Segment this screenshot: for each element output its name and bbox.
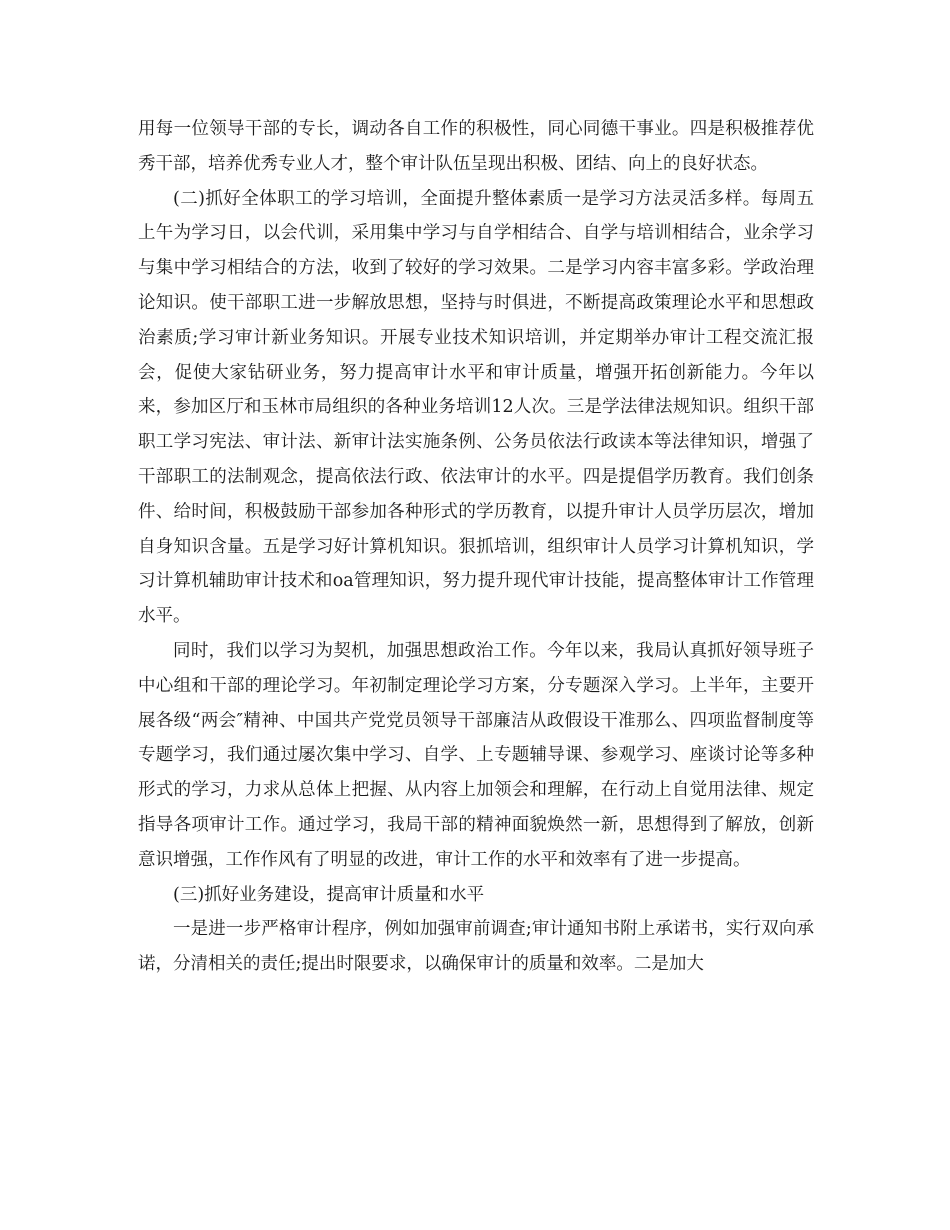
paragraph-political-work: 同时，我们以学习为契机，加强思想政治工作。今年以来，我局认真抓好领导班子中心组和干部的理论学习。年初制定理论学习方案，分专题深入学习。上半年，主要开展各级“两会″精神、中国共产党党员领导干部廉洁从政假设干准那么、四项监督制度等专题学习，我们通过屡次集中学习、自学、上专题辅导课、参观学习、座谈讨论等多种形式的学习，力求从总体上把握、从内容上加领会和理解，在行动上自觉用法律、规定指导各项审计工作。通过学习，我局干部的精神面貌焕然一新，思想得到了解放，创新意识增强，工作作风有了明显的改进，审计工作的水平和效率有了进一步提高。 xyxy=(138,640,814,870)
paragraph-audit-procedure: 一是进一步严格审计程序，例如加强审前调查;审计通知书附上承诺书，实行双向承诺，分清相关的责任;提出时限要求，以确保审计的质量和效率。二是加大 xyxy=(138,919,814,975)
paragraph-continuation: 用每一位领导干部的专长，调动各自工作的积极性，同心同德干事业。四是积极推荐优秀干部，培养优秀专业人才，整个审计队伍呈现出积极、团结、向上的良好状态。 xyxy=(138,119,814,174)
document-body xyxy=(138,112,814,982)
section-heading-business: (三)抓好业务建设，提高审计质量和水平 xyxy=(173,884,485,905)
paragraph-study-training: (二)抓好全体职工的学习培训，全面提升整体素质一是学习方法灵活多样。每周五上午为学习日，以会代训，采用集中学习与自学相结合、自学与培训相结合，业余学习与集中学习相结合的方法，收到了较好的学习效果。二是学习内容丰富多彩。学政治理论知识。使干部职工进一步解放思想，坚持与时俱进，不断提高政策理论水平和思想政治素质;学习审计新业务知识。开展专业技术知识培训，并定期举办审计工程交流汇报会，促使大家钻研业务，努力提高审计水平和审计质量，增强开拓创新能力。今年以来，参加区厅和玉林市局组织的各种业务培训12人次。三是学法律法规知识。组织干部职工学习宪法、审计法、新审计法实施条例、公务员依法行政读本等法律知识，增强了干部职工的法制观念，提高依法行政、依法审计的水平。四是提倡学历教育。我们创条件、给时间，积极鼓励干部参加各种形式的学历教育，以提升审计人员学历层次，增加自身知识含量。五是学习好计算机知识。狠抓培训，组织审计人员学习计算机知识，学习计算机辅助审计技术和oa管理知识，努力提升现代审计技能，提高整体审计工作管理水平。 xyxy=(138,188,814,627)
